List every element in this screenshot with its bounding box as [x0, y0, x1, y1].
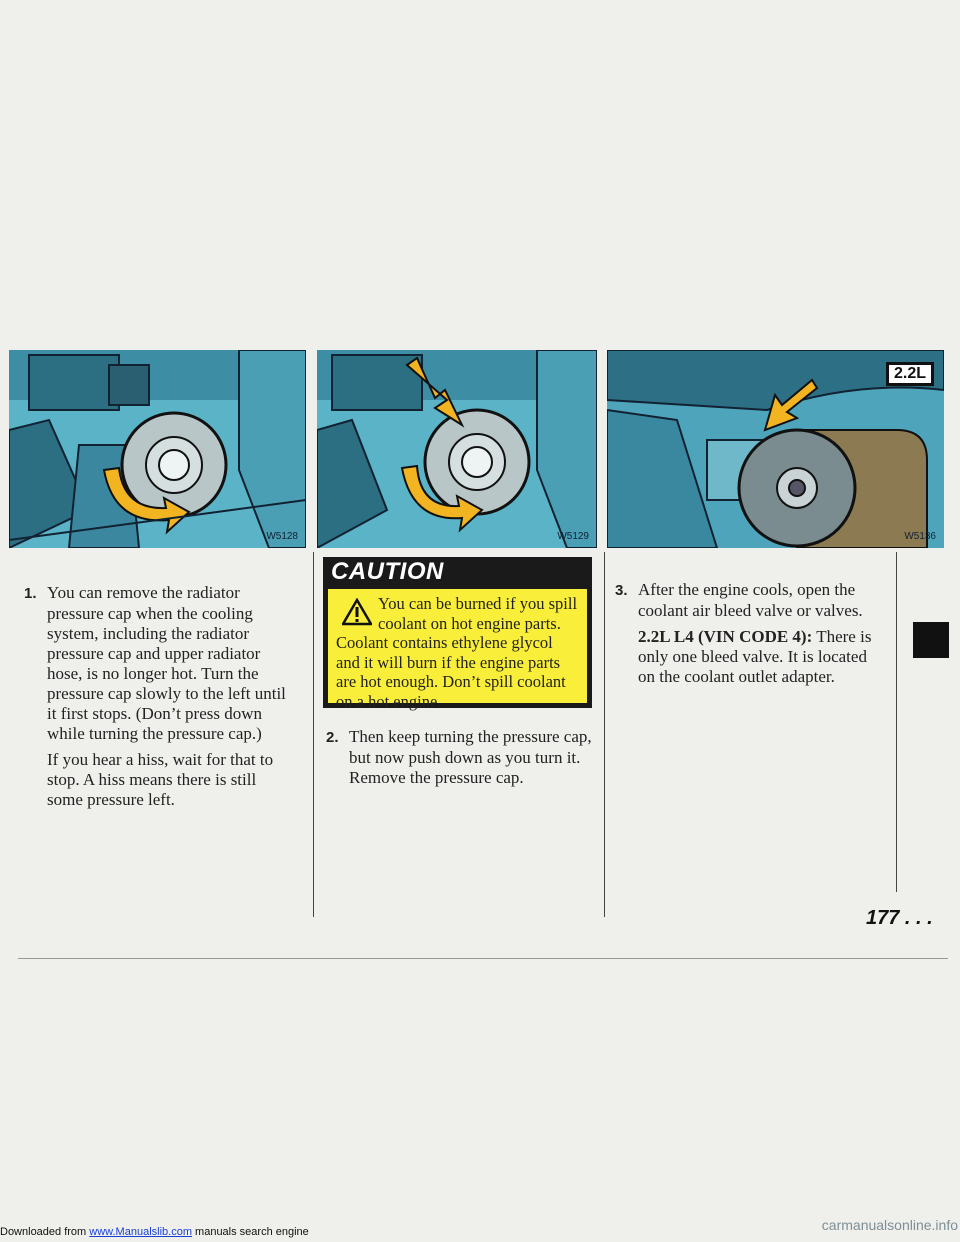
- step-2: [326, 727, 592, 788]
- caution-text: You can be burned if you spill coolant on hot engine parts. Coolant contains ethylene glycol and it will burn if the engine parts are hot enough. Don’t spill coolant on a hot engine.: [336, 594, 578, 711]
- watermark-brand: carmanualsonline.info: [821, 1217, 958, 1233]
- figure-radiator-cap-turn: [9, 350, 306, 548]
- step-1: [24, 583, 294, 744]
- step-1-block: [24, 583, 294, 810]
- step-1-note: If you hear a hiss, wait for that to stop. A hiss means there is still some pressure left.: [47, 750, 274, 809]
- warning-triangle-icon: [342, 598, 372, 626]
- engine-text: There is only one bleed valve. It is located on the coolant outlet adapter.: [638, 627, 872, 686]
- section-tab-marker: [913, 622, 949, 658]
- radiator-cap-icon: [425, 410, 529, 514]
- step-text: You can remove the radiator pressure cap when the cooling system, including the radiator pressure cap and upper radiator hose, is no longer hot. Turn the pressure cap slowly to the left until it first stops. (Don’t press down while turning the pressure cap.): [47, 583, 286, 743]
- figure-code: W5128: [266, 531, 298, 542]
- figure-code: W5136: [904, 531, 936, 542]
- bleed-valve-icon: [739, 430, 927, 548]
- step-number: 3.: [615, 582, 628, 599]
- engine-size-badge: 2.2L: [886, 362, 934, 386]
- step-number: 1.: [24, 585, 37, 602]
- step-text: Then keep turning the pressure cap, but now push down as you turn it. Remove the pressure cap.: [349, 727, 592, 787]
- source-prefix: Downloaded from: [0, 1226, 90, 1238]
- step-text: After the engine cools, open the coolant air bleed valve or valves.: [638, 580, 863, 620]
- engine-note: [638, 627, 885, 687]
- step-number: 2.: [326, 729, 339, 746]
- caution-body: [328, 589, 587, 711]
- column-divider-left: [313, 552, 314, 917]
- column-divider-right: [604, 552, 605, 917]
- column-divider-outer: [896, 552, 897, 892]
- figure-radiator-cap-push-turn: [317, 350, 597, 548]
- step-3-block: [615, 580, 885, 687]
- download-source-line: [0, 1226, 309, 1242]
- radiator-engine-illustration: [317, 350, 597, 548]
- figure-bleed-valve: [607, 350, 944, 548]
- figure-code: W5129: [557, 531, 589, 542]
- radiator-engine-illustration: [9, 350, 306, 548]
- caution-title: CAUTION: [331, 558, 444, 585]
- caution-box: [323, 557, 592, 711]
- source-suffix: manuals search engine: [191, 1226, 309, 1238]
- page-number: 177 . . .: [866, 907, 933, 929]
- step-3: [615, 580, 885, 621]
- manualslib-link[interactable]: www.Manualslib.com: [89, 1226, 192, 1238]
- step-2-block: [326, 727, 592, 788]
- engine-label: 2.2L L4 (VIN CODE 4):: [638, 627, 813, 646]
- footer-rule: [18, 958, 948, 959]
